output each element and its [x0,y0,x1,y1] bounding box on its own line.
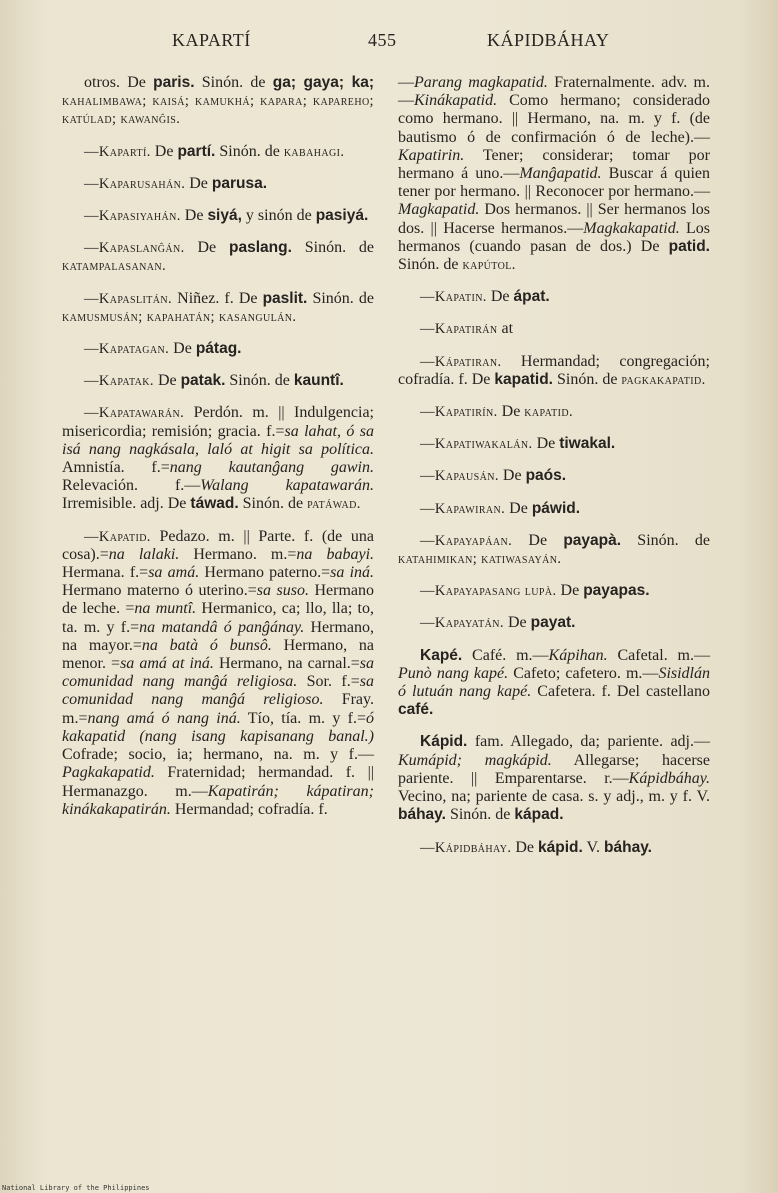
entry-text: Sinón. de [291,239,374,257]
entry-otros [62,74,374,129]
entry-text: Sinón. de [398,256,463,274]
entry-text: Sinón. de [238,495,308,513]
entry-text: Cafetera. f. Del castellano [531,683,710,701]
header-right-guideword: KÁPIDBÁHAY [487,30,610,50]
entry-kapatiwakalan [398,435,710,453]
entry-italic-phrase: Sisidlán ó lutuán nang kapé. [398,664,710,701]
entry-text: Fraternalmente. adv. m.— [398,74,710,110]
entry-smallcaps-term: —Kápatiran. [420,353,502,370]
entry-headword: paris. [153,74,195,91]
entry-text: Hermano paterno.= [199,564,331,582]
entry-text: y sinón de [241,207,316,225]
entry-kapatin [398,288,710,306]
entry-italic-phrase: na muntî. [134,600,197,618]
entry-text: De [556,582,584,600]
entry-text: Hermano, na carnal.= [213,655,360,673]
entry-headword: báhay. [398,806,446,824]
entry-smallcaps-term: —Kapatak. [84,373,154,390]
entry-smallcaps-term: —Kapatin. [420,289,487,306]
entry-italic-phrase: sa lahat, ó sa isá nang nagkásala, laló at higit sa política. [62,422,375,458]
entry-text: V. [582,838,605,856]
entry-headword: patid. [668,237,710,255]
entry-kapayapaan [398,532,710,568]
entry-italic-phrase: nang amá ó nang iná. [87,709,241,727]
entry-text: Tío, tía. m. y f.= [240,709,366,727]
entry-text: Fraternidad; hermandad. f. || Hermanazgo. m.— [62,764,374,800]
entry-kapatagan [62,340,374,358]
entry-text: Perdón. m. || Indulgencia; misericordia; remisión; gracia. f.= [62,404,374,440]
entry-text: Hermano, na mayor.= [62,618,375,654]
entry-headword: pasiyá. [315,207,369,225]
entry-smallcaps-term: —Kapatagan. [84,341,170,358]
entry-text: Hermandad; cofradía. f. [170,800,328,818]
entry-text: Hermano materno ó uterino.= [62,582,257,600]
entry-headword: paós. [525,467,567,485]
entry-kaparti [62,143,374,161]
entry-text: Hermanico, ca; llo, lla; to, ta. m. y f.= [62,600,374,636]
right-column [398,74,710,871]
entry-kapatak [62,372,374,390]
entry-kapatiran-at [398,320,710,338]
entry-italic-phrase: na lalaki. [108,545,180,563]
entry-kapasiyahan [62,207,374,225]
entry-italic-phrase: na matandâ ó panĝánay. [139,618,305,636]
entry-kapid [398,733,710,824]
entry-smallcaps-term: —Kapayatán. [420,615,504,632]
entry-text: Sinón. de [307,289,374,307]
entry-text: Tener; considerar; tomar por hermano á uno.— [398,146,710,183]
entry-headword: pátag. [195,340,242,358]
entry-headword: báhay. [604,838,652,856]
entry-smallcaps-term: —Kapausán. [420,468,499,485]
entry-italic-phrase: sa suso. [256,582,309,600]
entry-italic-phrase: Kápidbáhay. [628,769,710,787]
entry-smallcaps-term: —Kapasiyahán. [84,208,181,225]
entry-text: De [184,239,229,257]
entry-text: Sor. f.= [297,673,360,691]
entry-italic-phrase: Kumápid; magkápid. [398,751,552,769]
entry-text: Sinón. de [621,531,710,549]
entry-text: at [497,320,514,338]
entry-text: Irremisible. adj. De [62,495,191,513]
entry-text: De [498,467,526,485]
entry-italic-phrase: na babayi. [296,545,375,563]
entry-text: Vecino, na; pariente de casa. s. y adj., m. y f. V. [398,788,710,806]
entry-italic-phrase: Magkapatid. [398,201,480,219]
entry-italic-phrase: Manĝapatid. [519,165,602,183]
entry-smallcaps-term: kapútol. [462,257,516,274]
entry-headword: ápat. [513,288,550,306]
entry-italic-phrase: Walang kapatawarán. [200,477,375,495]
entry-italic-phrase: Magkakapatid. [583,219,680,237]
entry-text: De [497,403,525,421]
entry-italic-phrase: Kapatirán; kápatiran; kinákakapatirán. [62,782,374,818]
entry-text: Cofrade; socio, ia; hermano, na. m. y f.— [62,746,374,764]
entry-text: Como hermano; considerado como hermano. || Hermano, na. m. y f. (de bautismo ó de confirmación ó de leche).— [398,92,710,146]
entry-kapayapasang-lupa [398,582,710,600]
entry-italic-phrase: sa comunidad nang manĝá religiosa. [62,655,375,691]
entry-smallcaps-term: —Kapaslanĝán. [84,240,185,257]
entry-smallcaps-term: pagkakapatid. [621,371,706,388]
entry-headword: patak. [180,372,226,390]
entry-kapidbahay [398,839,710,857]
entry-kape [398,647,710,720]
entry-text: Hermana. f.= [62,564,149,582]
entry-text: Dos hermanos. || Ser hermanos los dos. || Hacerse hermanos.— [398,201,710,237]
entry-smallcaps-term: —Kaparusahán. [84,175,186,192]
entry-headword: kapatid. [494,370,553,388]
entry-italic-phrase: Parang magkapatid. [414,74,548,91]
entry-text: Sinón. de [552,370,622,388]
entry-headword: táwad. [190,495,239,513]
entry-headword: kápad. [514,806,564,824]
entry-text: Hermandad; congregación; cofradía. f. De [398,352,710,388]
entry-smallcaps-term: kabahagi. [283,143,345,160]
entry-kapayatan [398,614,710,632]
entry-italic-phrase: Punò nang kapé. [398,664,509,682]
entry-headword: kauntî. [293,372,344,390]
entry-headword: partí. [177,142,216,160]
entry-italic-phrase: Kápihan. [548,646,608,664]
entry-text: otros. De [84,74,154,91]
entry-text: Sinón. de [225,372,294,390]
entry-italic-phrase: sa iná. [330,564,375,582]
entry-italic-phrase: sa comunidad nang manĝá religioso. [62,673,374,709]
entry-kapaslangan [62,239,374,275]
entry-italic-phrase: na batà ó bunsô. [141,636,272,654]
entry-headword: parusa. [211,174,268,192]
entry-text: Sinón. de [194,74,273,91]
entry-smallcaps-term: —Kapatiwakalán. [420,436,533,453]
header-left-guideword: KAPARTÍ [172,30,251,50]
entry-text: Hermano de leche. = [62,582,375,618]
entry-text: Hermano. m.= [179,545,297,563]
entry-smallcaps-term: katahimikan; katiwasayán. [398,551,562,568]
entry-smallcaps-term: kapatid. [524,404,573,421]
entry-text: Sinón. de [445,806,515,824]
entry-text: De [511,838,539,856]
entry-italic-phrase: ó kakapatid (nang isang kapisanang banal.) [62,709,374,745]
entry-smallcaps-term: —Kapawiran. [420,500,506,517]
entry-text: De [169,340,196,358]
entry-kaparusahan [62,175,374,193]
entry-smallcaps-term: kamusmusán; kapahatán; kasangulán. [62,308,297,325]
entry-text: — [398,74,414,91]
entry-italic-phrase: nang kautanĝang gawin. [169,459,375,477]
entry-text: De [180,207,208,225]
entry-headword: paslang. [229,239,292,257]
footer-credit: National Library of the Philippines [2,1184,150,1192]
entry-headword: payat. [530,614,576,632]
entry-headword: siyá, [207,207,242,225]
entry-text: Allegarse; hacerse pariente. || Emparentarse. r.— [398,751,710,787]
entry-kapawiran [398,500,710,518]
entry-headword: ga; gaya; ka; [272,74,374,91]
entry-smallcaps-term: —Kapaslitán. [84,290,173,307]
entry-text: Buscar á quien tener por hermano. || Reconocer por hermano.— [398,165,710,201]
entry-text: Niñez. f. De [172,289,263,307]
entry-headword: Kápid. [420,733,468,751]
entry-smallcaps-term: —Kapayapasang lupà. [420,583,557,600]
entry-text: Café. m.— [462,646,549,664]
entry-headword: tiwakal. [559,435,616,453]
entry-italic-phrase: sa amá. [148,564,200,582]
entry-kapatid [62,528,374,819]
entry-text: De [532,435,560,453]
entry-text: De [153,372,181,390]
entry-italic-phrase: Kinákapatid. [414,92,498,110]
entry-smallcaps-term: —Kapatirín. [420,404,498,421]
entry-text: De [150,142,178,160]
entry-text: De [486,288,514,306]
entry-smallcaps-term: —Kapatirán [420,321,498,338]
entry-text: Hermano, na menor. = [62,636,374,673]
entry-smallcaps-term: katampalasanan. [62,258,167,275]
entry-italic-phrase: Pagkakapatid. [62,764,155,782]
entry-smallcaps-term: patáwad. [307,496,361,513]
entry-text: De [505,499,532,517]
entry-kapausan [398,467,710,485]
entry-kapatawaran [62,404,374,513]
entry-text: De [503,614,531,632]
entry-italic-phrase: sa amá at iná. [120,655,214,673]
entry-text: Cafetal. m.— [607,646,710,664]
entry-text: Fray. m.= [62,691,374,727]
entry-kapatirin [398,403,710,421]
entry-headword: paslit. [262,289,308,307]
entry-headword: payapà. [563,531,622,549]
entry-smallcaps-term: kahalimbawa; kaisá; kamukhá; kapara; kapareho; katúlad; kawanĝis. [62,93,374,128]
entry-smallcaps-term: —Kápidbáhay. [420,839,512,856]
entry-text: Sinón. de [215,142,284,160]
entry-text: fam. Allegado, da; pariente. adj.— [467,733,710,751]
entry-smallcaps-term: —Kapatid. [84,528,151,545]
page-number: 455 [368,30,397,50]
entry-headword: kápid. [538,838,583,856]
entry-kapaslitan [62,290,374,326]
entry-text: Cafeto; cafetero. m.— [508,664,659,682]
entry-text: De [185,174,212,192]
entry-text: Relevación. f.— [62,477,201,495]
entry-smallcaps-term: —Kapayapáan. [420,532,513,549]
entry-kapatiran [398,353,710,389]
entry-smallcaps-term: —Kapartí. [84,143,151,160]
entry-headword: café. [398,701,434,719]
entry-kapatid-cont [398,74,710,274]
entry-text: Pedazo. m. || Parte. f. (de una cosa).= [62,527,374,563]
entry-italic-phrase: Kapatirin. [398,146,465,164]
entry-headword: Kapé. [420,646,463,664]
left-column [62,74,374,833]
entry-text: De [512,531,564,549]
entry-smallcaps-term: —Kapatawarán. [84,405,185,422]
entry-text: Amnistía. f.= [62,459,170,477]
entry-text: Los hermanos (cuando pasan de dos.) De [398,219,710,255]
entry-headword: páwid. [531,499,581,517]
entry-headword: payapas. [583,582,650,600]
